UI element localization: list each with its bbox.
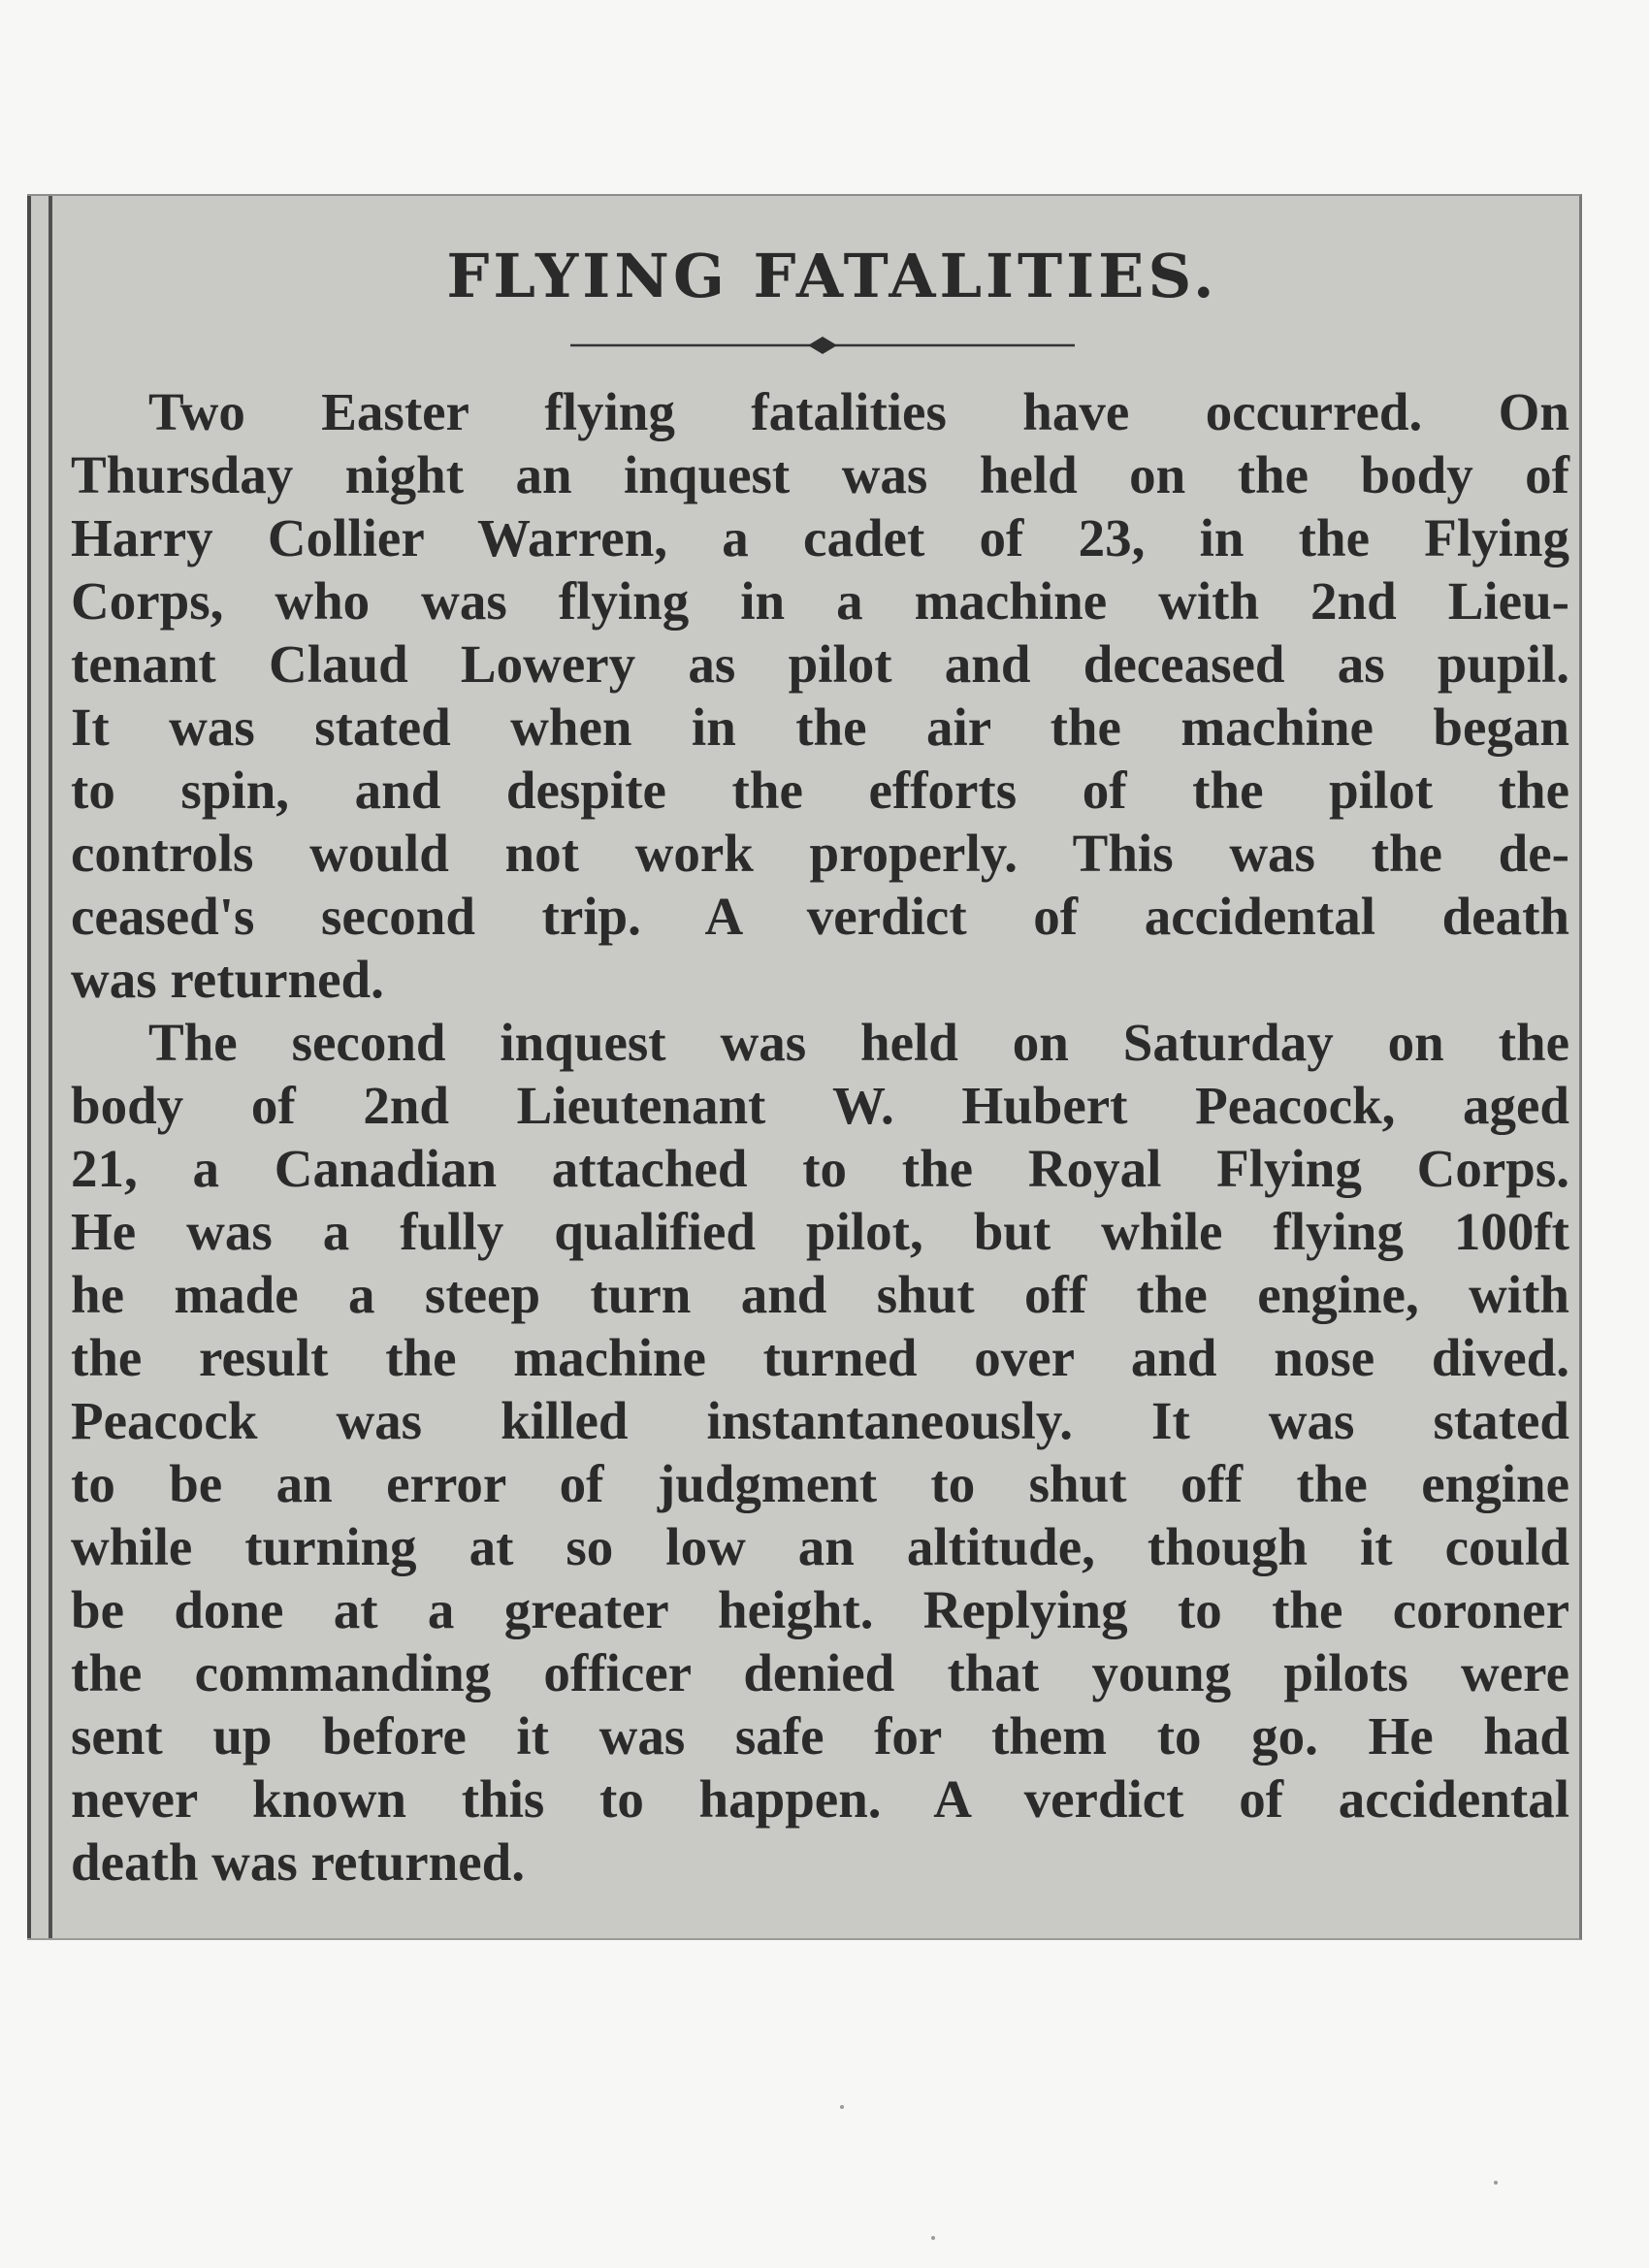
newspaper-clipping — [27, 194, 1582, 1940]
article-line: be done at a greater height. Replying to the coroner — [71, 1580, 1569, 1639]
article-line: Two Easter flying fatalities have occurred. On — [148, 382, 1569, 441]
article-line: death was returned. — [71, 1832, 526, 1892]
scan-speck — [931, 2236, 935, 2240]
article-line: while turning at so low an altitude, though it could — [71, 1517, 1569, 1576]
ornamental-divider — [570, 334, 1075, 357]
article-line: Harry Collier Warren, a cadet of 23, in the Flying — [71, 508, 1569, 567]
article-line: the result the machine turned over and nose dived. — [71, 1328, 1569, 1387]
article-line: He was a fully qualified pilot, but while flying 100ft — [71, 1202, 1569, 1261]
headline: FLYING FATALITIES. — [446, 241, 1218, 311]
article-line: he made a steep turn and shut off the engine, with — [71, 1265, 1569, 1324]
article-line: the commanding officer denied that young pilots were — [71, 1643, 1569, 1702]
article-line: The second inquest was held on Saturday on the — [148, 1013, 1569, 1072]
article-line: never known this to happen. A verdict of accidental — [71, 1769, 1569, 1829]
article-line: Corps, who was flying in a machine with 2nd Lieu- — [71, 571, 1569, 631]
diamond-ornament-icon — [808, 337, 837, 354]
article-line: Peacock was killed instantaneously. It was stated — [71, 1391, 1569, 1450]
article-line: body of 2nd Lieutenant W. Hubert Peacock, aged — [71, 1076, 1569, 1135]
article-line: It was stated when in the air the machine began — [71, 697, 1569, 757]
article-line: tenant Claud Lowery as pilot and deceased as pupil. — [71, 634, 1569, 694]
article-line: to be an error of judgment to shut off the engine — [71, 1454, 1569, 1513]
article-line: to spin, and despite the efforts of the pilot the — [71, 761, 1569, 820]
article-line: 21, a Canadian attached to the Royal Flying Corps. — [71, 1139, 1569, 1198]
article-line: Thursday night an inquest was held on the body of — [71, 445, 1569, 504]
scan-speck — [840, 2105, 844, 2109]
article-line: sent up before it was safe for them to go. He had — [71, 1706, 1569, 1766]
article-line: controls would not work properly. This was the de- — [71, 824, 1569, 883]
article-line: ceased's second trip. A verdict of accidental death — [71, 887, 1569, 946]
scan-speck — [1494, 2181, 1498, 2185]
column-rule — [48, 196, 52, 1938]
column-rule — [27, 196, 31, 1938]
article-line: was returned. — [71, 950, 384, 1009]
article-body — [71, 380, 1569, 1894]
